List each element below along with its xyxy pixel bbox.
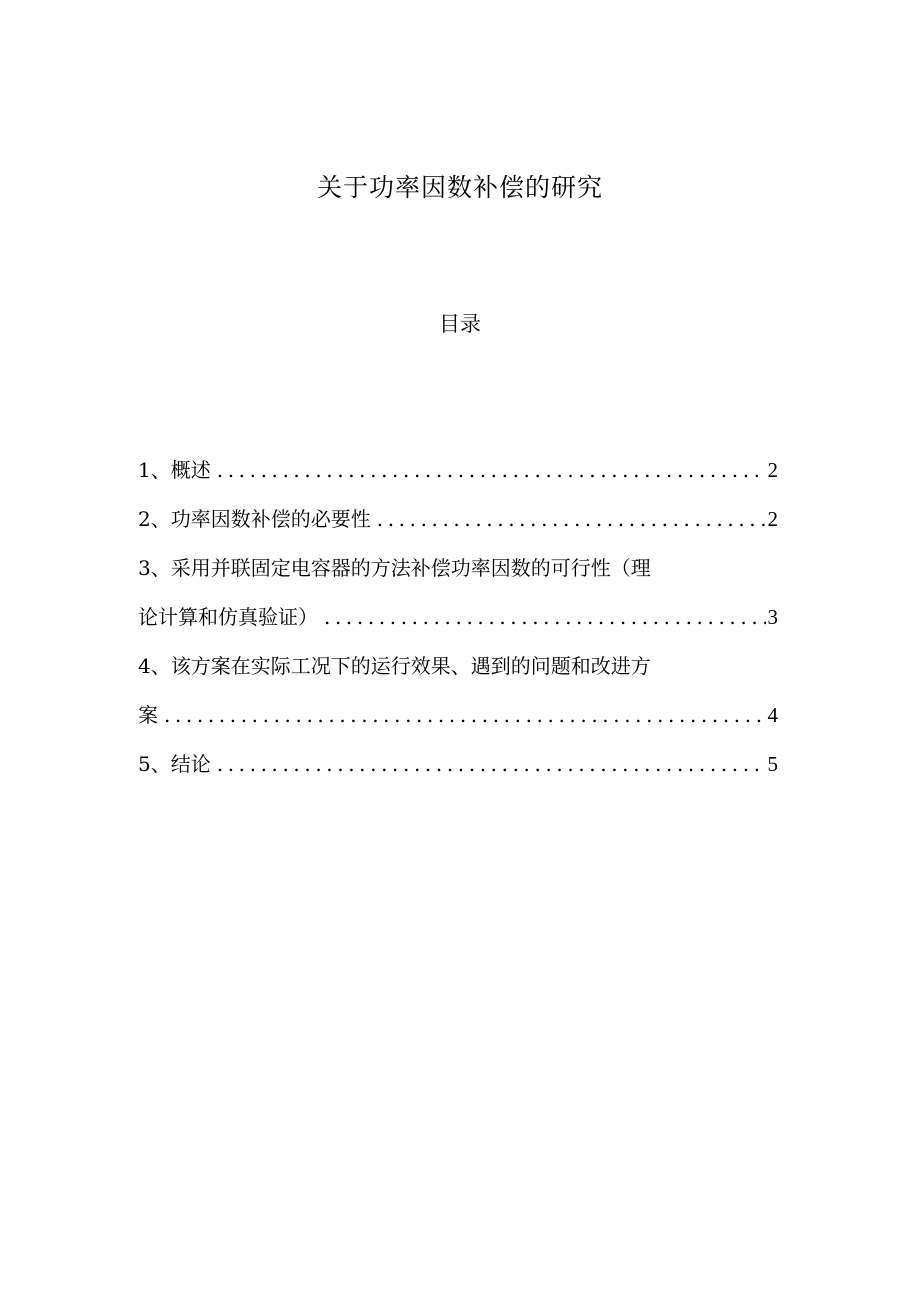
- toc-page-number: 2: [767, 507, 778, 531]
- toc-entry-continuation: 案: [138, 703, 158, 727]
- toc-dot-leader: [158, 691, 766, 740]
- toc-entry-1[interactable]: [138, 446, 778, 495]
- toc-entry-continuation: 论计算和仿真验证）: [138, 605, 318, 629]
- toc-entry-3-line-1[interactable]: [138, 544, 778, 593]
- toc-entry-text: 2、功率因数补偿的必要性: [138, 507, 371, 531]
- toc-entry-text: 4、该方案在实际工况下的运行效果、遇到的问题和改进方: [138, 654, 651, 678]
- toc-page-number: 5: [767, 752, 778, 776]
- toc-entry-3-line-2[interactable]: [138, 593, 778, 642]
- toc-dot-leader: [211, 740, 766, 789]
- table-of-contents: [138, 446, 778, 789]
- toc-entry-2[interactable]: [138, 495, 778, 544]
- toc-entry-text: 1、概述: [138, 458, 211, 482]
- toc-entry-5[interactable]: [138, 740, 778, 789]
- document-title: 关于功率因数补偿的研究: [316, 173, 603, 202]
- toc-entry-text: 5、结论: [138, 752, 211, 776]
- toc-dot-leader: [211, 446, 766, 495]
- toc-dot-leader: [371, 495, 766, 544]
- toc-entry-4-line-1[interactable]: [138, 642, 778, 691]
- toc-page-number: 4: [767, 703, 778, 727]
- toc-page-number: 3: [767, 605, 778, 629]
- toc-dot-leader: [318, 593, 766, 642]
- toc-entry-4-line-2[interactable]: [138, 691, 778, 740]
- toc-entry-text: 3、采用并联固定电容器的方法补偿功率因数的可行性（理: [138, 556, 651, 580]
- toc-page-number: 2: [767, 458, 778, 482]
- toc-heading: 目录: [439, 312, 481, 336]
